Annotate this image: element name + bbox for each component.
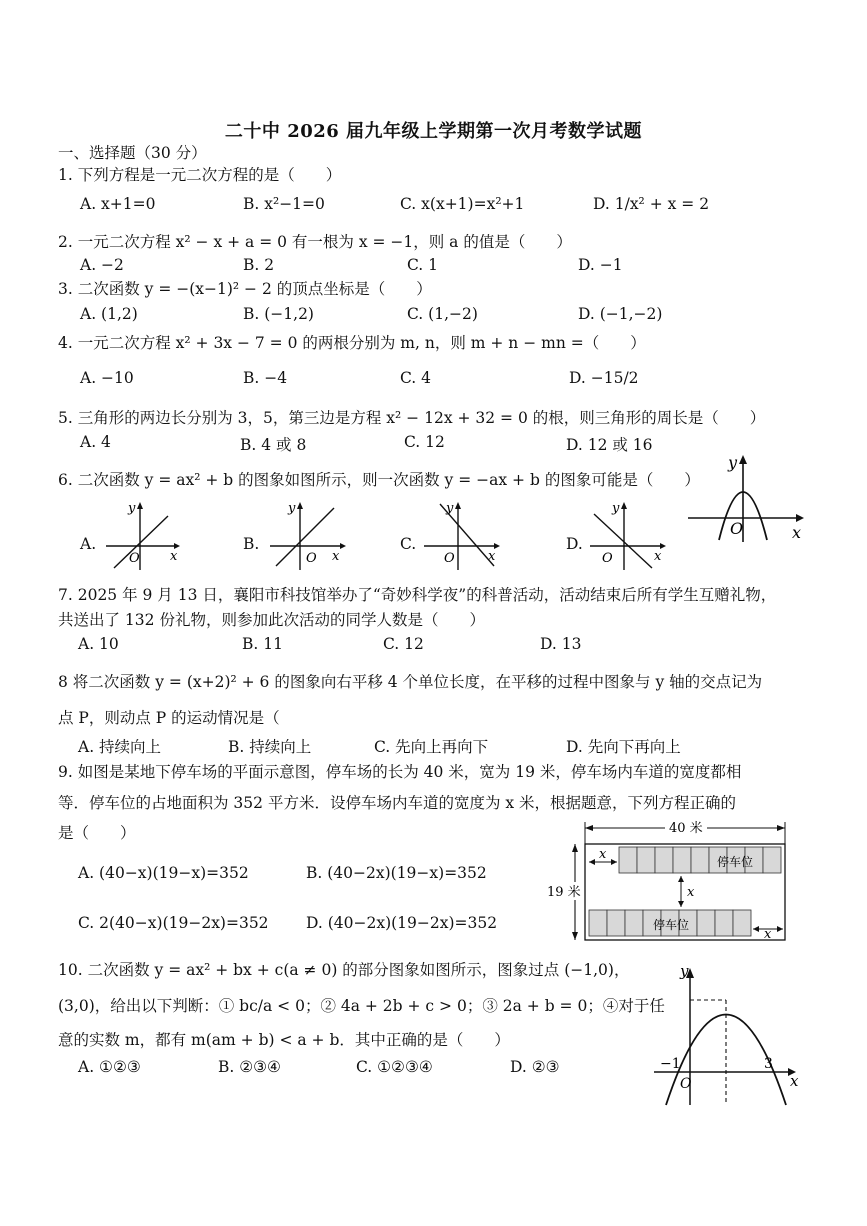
page-title: 二十中 2026 届九年级上学期第一次月考数学试题 — [224, 121, 643, 142]
q10-option-c[interactable]: C. ①②③④ — [356, 1058, 433, 1076]
q7-stem-line1: 7. 2025 年 9 月 13 日，襄阳市科技馆举办了“奇妙科学夜”的科普活动，活动结束后所有学生互赠礼物， — [58, 586, 777, 604]
q2-option-a[interactable]: A. −2 — [80, 256, 124, 274]
q10-stem-line1: 10. 二次函数 y = ax² + bx + c(a ≠ 0) 的部分图象如图所示，图象过点 (−1,0)， — [58, 961, 630, 979]
q10-option-a[interactable]: A. ①②③ — [78, 1058, 141, 1076]
q7-option-b[interactable]: B. 11 — [242, 635, 283, 653]
q10-three-label: 3 — [764, 1056, 773, 1072]
q9-stem-line1: 9. 如图是某地下停车场的平面示意图，停车场的长为 40 米，宽为 19 米，停车场内车道的宽度都相 — [58, 763, 742, 781]
q6-option-b[interactable]: B. — [243, 535, 260, 553]
section-heading: 一、选择题（30 分） — [58, 144, 207, 162]
q6d-y: y — [612, 501, 620, 516]
q5-option-b[interactable]: B. 4 或 8 — [240, 436, 307, 454]
q10-parabola-figure — [650, 960, 810, 1110]
q8-stem-line1: 8 将二次函数 y = (x+2)² + 6 的图象向右平移 4 个单位长度，在平移的过程中图象与 y 轴的交点记为 — [58, 673, 763, 691]
q8-option-c[interactable]: C. 先向上再向下 — [374, 738, 489, 756]
q6-origin-label: O — [730, 519, 744, 538]
q8-option-a[interactable]: A. 持续向上 — [78, 738, 162, 756]
q1-option-d[interactable]: D. 1/x² + x = 2 — [593, 195, 710, 213]
q6a-y: y — [128, 501, 136, 516]
q7-option-d[interactable]: D. 13 — [540, 635, 582, 653]
q5-option-a[interactable]: A. 4 — [80, 433, 111, 451]
q4-option-d[interactable]: D. −15/2 — [569, 369, 639, 387]
q9-option-b[interactable]: B. (40−2x)(19−x)=352 — [306, 864, 487, 882]
q10-neg1-label: −1 — [660, 1056, 681, 1072]
q9-spot-label-top: 停车位 — [717, 855, 754, 869]
q10-option-d[interactable]: D. ②③ — [510, 1058, 560, 1076]
q6d-o: O — [602, 551, 613, 566]
q6-stem: 6. 二次函数 y = ax² + b 的图象如图所示，则一次函数 y = −ax + b 的图象可能是（ ） — [58, 471, 700, 489]
q4-option-c[interactable]: C. 4 — [400, 369, 432, 387]
q2-stem: 2. 一元二次方程 x² − x + a = 0 有一根为 x = −1，则 a 的值是（ ） — [58, 233, 572, 251]
q10-x-label: x — [790, 1072, 799, 1090]
q9-x-right: x — [764, 927, 772, 942]
q3-option-d[interactable]: D. (−1,−2) — [578, 305, 663, 323]
q9-x-middle: x — [687, 885, 695, 900]
q6-option-d-graph — [588, 500, 670, 572]
q6-y-label: y — [728, 453, 738, 472]
q3-stem: 3. 二次函数 y = −(x−1)² − 2 的顶点坐标是（ ） — [58, 280, 432, 298]
q10-y-label: y — [680, 962, 689, 980]
q6-option-d[interactable]: D. — [566, 535, 583, 553]
q9-length-label: 40 米 — [669, 821, 703, 836]
q9-stem-line3: 是（ ） — [58, 824, 136, 842]
q6a-o: O — [129, 551, 140, 566]
q1-option-b[interactable]: B. x²−1=0 — [243, 195, 325, 213]
q9-stem-line2: 等．停车位的占地面积为 352 平方米．设停车场内车道的宽度为 x 米，根据题意，下列方程正确的 — [58, 794, 737, 812]
q9-width-label: 19 米 — [547, 885, 581, 900]
q2-option-d[interactable]: D. −1 — [578, 256, 623, 274]
q6b-o: O — [306, 551, 317, 566]
q9-option-c[interactable]: C. 2(40−x)(19−2x)=352 — [78, 914, 269, 932]
q7-option-c[interactable]: C. 12 — [383, 635, 424, 653]
q3-option-a[interactable]: A. (1,2) — [80, 305, 138, 323]
q6-x-label: x — [792, 523, 802, 542]
q6-parabola-figure — [686, 452, 808, 544]
q4-stem: 4. 一元二次方程 x² + 3x − 7 = 0 的两根分别为 m, n，则 m + n − mn =（ ） — [58, 334, 646, 352]
q6b-y: y — [288, 501, 296, 516]
q6a-x: x — [170, 549, 178, 564]
q5-option-d[interactable]: D. 12 或 16 — [566, 436, 653, 454]
q9-spot-label-bottom: 停车位 — [653, 918, 690, 932]
q6-option-c[interactable]: C. — [400, 535, 417, 553]
q8-stem-line2: 点 P，则动点 P 的运动情况是（ — [58, 709, 280, 727]
q10-option-b[interactable]: B. ②③④ — [218, 1058, 281, 1076]
q3-option-b[interactable]: B. (−1,2) — [243, 305, 314, 323]
q6-option-a[interactable]: A. — [80, 535, 97, 553]
q10-stem-line3: 意的实数 m，都有 m(am + b) < a + b．其中正确的是（ ） — [58, 1031, 510, 1049]
q9-option-a[interactable]: A. (40−x)(19−x)=352 — [78, 864, 249, 882]
q6b-x: x — [332, 549, 340, 564]
q9-option-d[interactable]: D. (40−2x)(19−2x)=352 — [306, 914, 498, 932]
q3-option-c[interactable]: C. (1,−2) — [407, 305, 478, 323]
q9-x-left: x — [599, 847, 607, 862]
q4-option-a[interactable]: A. −10 — [80, 369, 134, 387]
q6c-x: x — [488, 549, 496, 564]
q2-option-c[interactable]: C. 1 — [407, 256, 439, 274]
q10-stem-line2: (3,0)，给出以下判断：① bc/a < 0；② 4a + 2b + c > 0；③ 2a + b = 0；④对于任 — [58, 997, 665, 1015]
q6c-y: y — [446, 501, 454, 516]
q6c-o: O — [444, 551, 455, 566]
q2-option-b[interactable]: B. 2 — [243, 256, 275, 274]
q1-option-c[interactable]: C. x(x+1)=x²+1 — [400, 195, 525, 213]
q1-option-a[interactable]: A. x+1=0 — [80, 195, 156, 213]
q8-option-d[interactable]: D. 先向下再向上 — [566, 738, 681, 756]
q5-option-c[interactable]: C. 12 — [404, 433, 445, 451]
q8-option-b[interactable]: B. 持续向上 — [228, 738, 312, 756]
q10-origin-label: O — [680, 1076, 692, 1092]
q7-option-a[interactable]: A. 10 — [78, 635, 119, 653]
q7-stem-line2: 共送出了 132 份礼物，则参加此次活动的同学人数是（ ） — [58, 611, 485, 629]
q6d-x: x — [654, 549, 662, 564]
q6-option-c-graph — [422, 500, 504, 572]
q4-option-b[interactable]: B. −4 — [243, 369, 288, 387]
q9-parking-figure — [545, 814, 795, 944]
q1-stem: 1. 下列方程是一元二次方程的是（ ） — [58, 166, 342, 184]
q6-option-a-graph — [104, 500, 184, 572]
q6-option-b-graph — [268, 500, 350, 572]
q5-stem: 5. 三角形的两边长分别为 3，5，第三边是方程 x² − 12x + 32 = 0 的根，则三角形的周长是（ ） — [58, 409, 766, 427]
